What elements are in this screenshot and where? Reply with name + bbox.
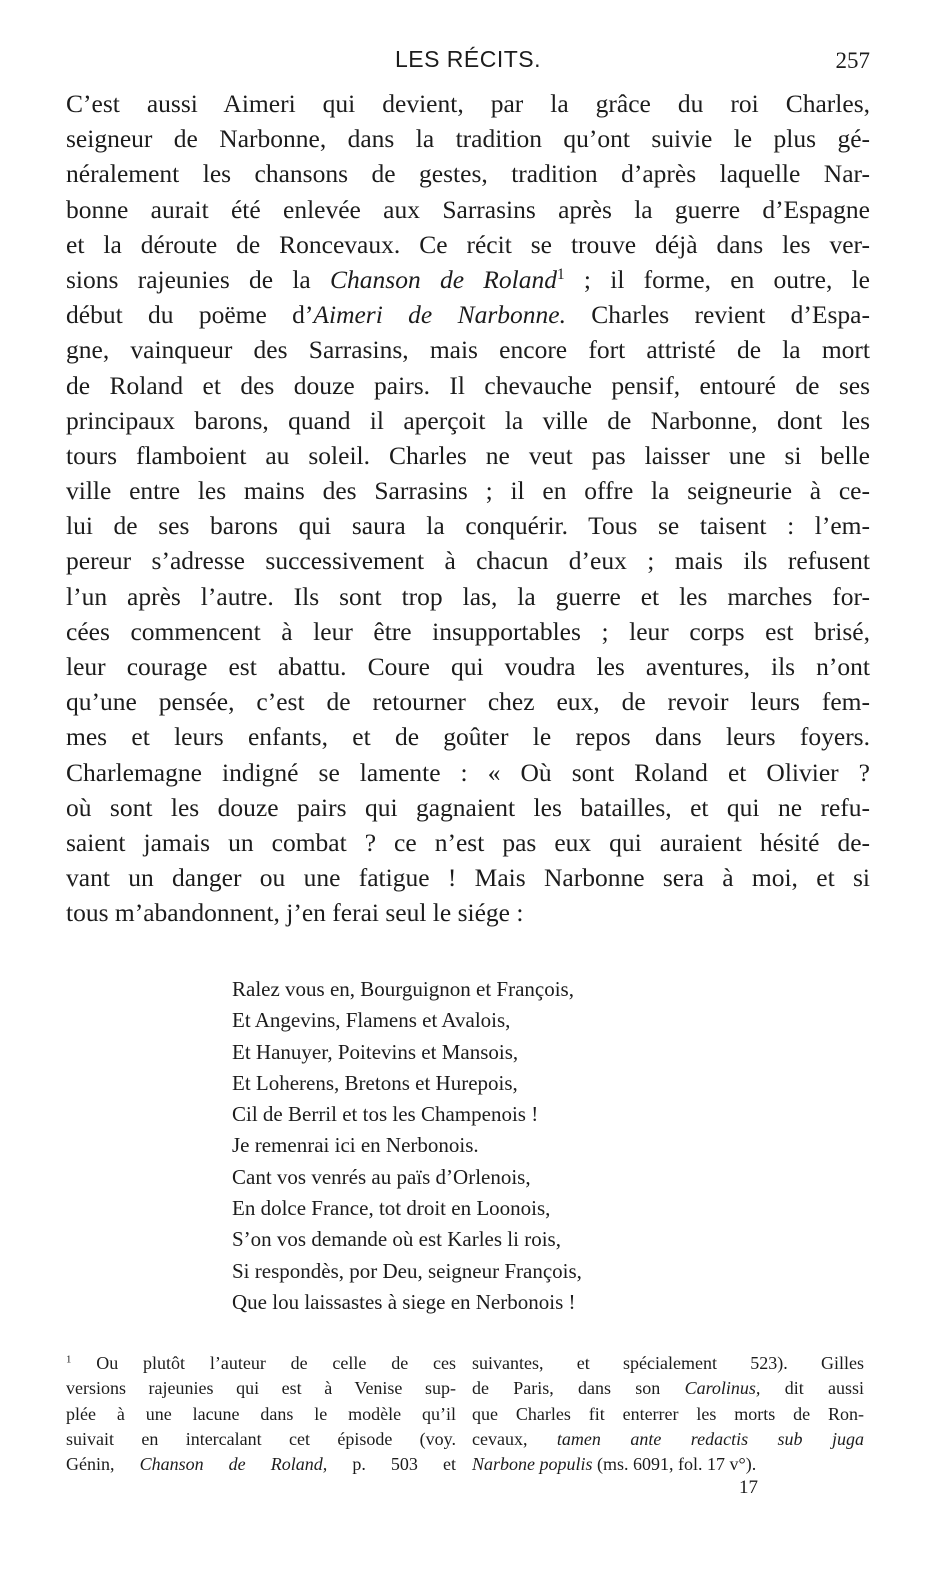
text-line: cées commencent à leur être insupportables ; leur corps est brisé,: [66, 616, 870, 646]
text-fragment: p. 503 et: [327, 1454, 456, 1475]
verse-line: Cil de Berril et tos les Champenois !: [232, 1102, 539, 1127]
footnote-line: [472, 1376, 864, 1401]
verse-line: En dolce France, tot droit en Loonois,: [232, 1196, 551, 1221]
text-fragment: sions rajeunies de la: [66, 264, 331, 294]
footnote-column-right: [472, 1351, 864, 1477]
text-line: tous m’abandonnent, j’en ferai seul le siége :: [66, 898, 524, 928]
verse-line: Cant vos venrés au païs d’Orlenois,: [232, 1164, 531, 1189]
text-fragment: dit aussi: [760, 1378, 864, 1399]
verse-line: Ralez vous en, Bourguignon et François,: [232, 977, 574, 1001]
verse-line: Je remenrai ici en Nerbonois.: [232, 1133, 479, 1158]
text-line: seigneur de Narbonne, dans la tradition qu’ont suivie le plus gé-: [66, 124, 870, 154]
running-title: LES RÉCITS.: [394, 46, 542, 72]
text-line: pereur s’adresse successivement à chacun d’eux ; mais ils refusent: [66, 546, 870, 576]
work-title: Aimeri de Narbonne.: [313, 300, 566, 330]
text-line: leur courage est abattu. Coure qui voudra les aventures, ils n’ont: [66, 652, 870, 681]
verse-line: Et Angevins, Flamens et Avalois,: [232, 1008, 511, 1033]
work-title: Carolinus,: [684, 1378, 761, 1399]
page-number: 257: [835, 48, 870, 73]
text-fragment: Génin,: [66, 1454, 140, 1475]
work-title: Chanson de Roland: [330, 264, 557, 294]
footnote-line: [66, 1452, 456, 1477]
footnote-reference: 1: [556, 265, 565, 283]
text-line: vant un danger ou une fatigue ! Mais Narbonne sera à moi, et si: [66, 863, 870, 893]
body-paragraph: [66, 86, 870, 931]
text-line: principaux barons, quand il aperçoit la ville de Narbonne, dont les: [66, 405, 870, 435]
footnote-line: suivantes, et spécialement 523). Gilles: [472, 1353, 864, 1373]
verse-line: Et Loherens, Bretons et Hurepois,: [232, 1070, 518, 1095]
running-head: [66, 46, 870, 80]
text-line: qu’une pensée, c’est de retourner chez eux, de revoir leurs fem-: [66, 687, 870, 717]
text-fragment: cevaux,: [472, 1428, 557, 1449]
verse-line: Et Hanuyer, Poitevins et Mansois,: [232, 1039, 519, 1064]
footnote-line: que Charles fit enterrer les morts de Ron-: [472, 1403, 864, 1424]
footnote-line: [472, 1427, 864, 1452]
footnote-line: [66, 1351, 456, 1376]
text-line-with-title: [66, 262, 870, 297]
text-fragment: Ou plutôt l’auteur de celle de ces: [71, 1353, 456, 1373]
verse-line: Que lou laissastes à siege en Nerbonois !: [232, 1289, 576, 1314]
text-line: Charlemagne indigné se lamente : « Où sont Roland et Olivier ?: [66, 757, 870, 787]
latin-quotation: Narbone populis: [472, 1454, 593, 1475]
text-line-with-title: [66, 297, 870, 332]
latin-quotation: tamen ante redactis sub juga: [556, 1428, 865, 1449]
text-line: gne, vainqueur des Sarrasins, mais encore fort attristé de la mort: [66, 335, 870, 365]
signature-mark: 17: [739, 1477, 758, 1498]
text-line: de Roland et des douze pairs. Il chevauche pensif, entouré de ses: [66, 370, 870, 400]
text-line: l’un après l’autre. Ils sont trop las, la guerre et les marches for-: [66, 581, 870, 611]
text-line: mes et leurs enfants, et de goûter le repos dans leurs foyers.: [66, 722, 870, 752]
text-line: où sont les douze pairs qui gagnaient les batailles, et qui ne refu-: [66, 792, 870, 822]
text-line: bonne aurait été enlevée aux Sarrasins après la guerre d’Espagne: [66, 194, 870, 224]
text-line: tours flamboient au soleil. Charles ne veut pas laisser une si belle: [66, 440, 870, 470]
footnote-line: suivait en intercalant cet épisode (voy.: [66, 1428, 456, 1449]
text-fragment: Charles revient d’Espa-: [565, 300, 870, 330]
footnote-line: plée à une lacune dans le modèle qu’il: [66, 1403, 456, 1424]
verse-line: S’on vos demande où est Karles li rois,: [232, 1227, 561, 1252]
text-line: lui de ses barons qui saura la conquérir. Tous se taisent : l’em-: [66, 511, 870, 541]
verse-quotation: [232, 974, 692, 1318]
text-fragment: (ms. 6091, fol. 17 v°).: [592, 1454, 757, 1475]
text-fragment: début du poëme d’: [66, 300, 314, 330]
footnote-mark: 1: [66, 1353, 72, 1366]
text-fragment: de Paris, dans son: [472, 1378, 685, 1399]
text-line: et la déroute de Roncevaux. Ce récit se trouve déjà dans les ver-: [66, 229, 870, 259]
verse-line: Si respondès, por Deu, seigneur François,: [232, 1258, 582, 1283]
footnote-line: [472, 1452, 864, 1477]
footnote-column-left: [66, 1351, 456, 1477]
text-line: saient jamais un combat ? ce n’est pas eux qui auraient hésité de-: [66, 827, 870, 857]
work-title: Chanson de Roland,: [139, 1454, 328, 1475]
text-line: ville entre les mains des Sarrasins ; il en offre la seigneurie à ce-: [66, 476, 870, 506]
text-fragment: ; il forme, en outre, le: [564, 264, 870, 294]
footnote-line: versions rajeunies qui est à Venise sup-: [66, 1378, 456, 1399]
text-line: C’est aussi Aimeri qui devient, par la grâce du roi Charles,: [66, 89, 870, 118]
text-line: néralement les chansons de gestes, tradition d’après laquelle Nar-: [66, 159, 870, 189]
